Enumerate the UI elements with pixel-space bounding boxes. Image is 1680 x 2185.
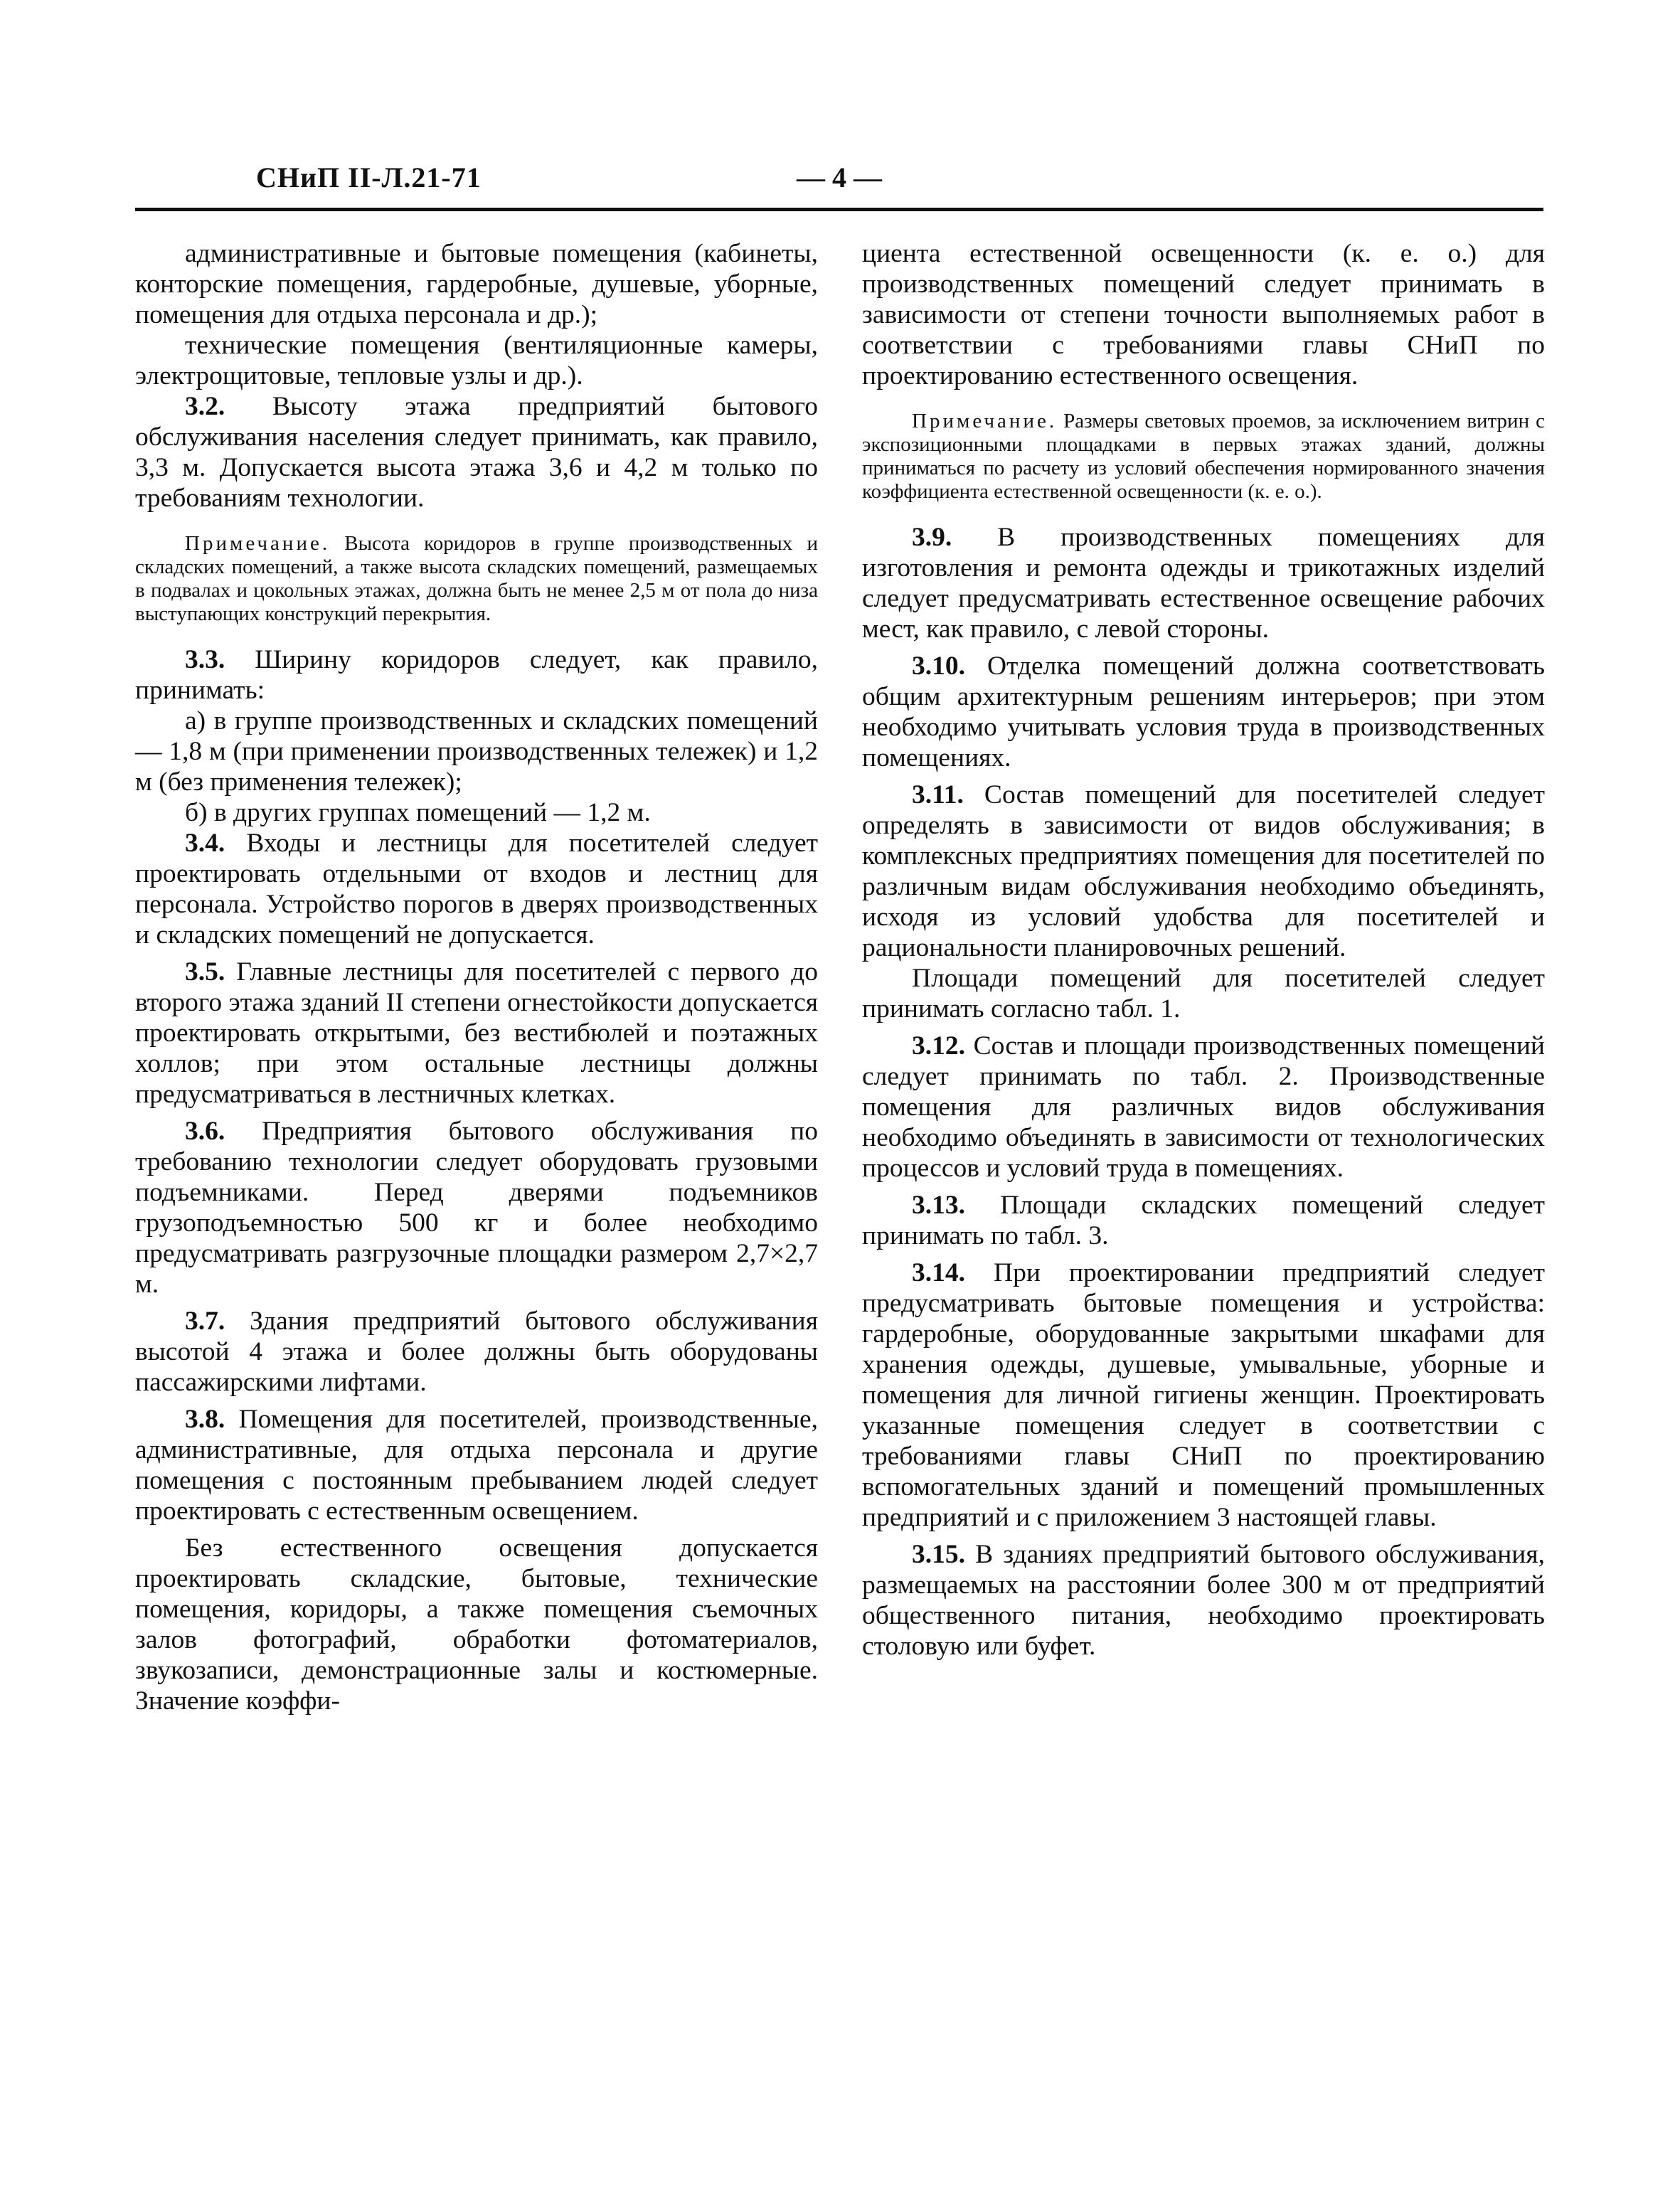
section-3-4: [135, 828, 818, 950]
section-3-6: [135, 1116, 818, 1299]
section-text: Состав и площади производственных помещений следует принимать по табл. 2. Производственные помещения для различных видов обслуживания необходимо объединять в зависимости от технологических процессов и условий труда в помещениях.: [862, 1031, 1545, 1183]
paragraph-admin-rooms: административные и бытовые помещения (кабинеты, конторские помещения, гардеробные, душевые, уборные, помещения для отдыха персонала и др.);: [135, 239, 818, 329]
section-3-7: [135, 1306, 818, 1398]
section-number: 3.6.: [185, 1117, 225, 1146]
section-text: Здания предприятий бытового обслуживания высотой 4 этажа и более должны быть оборудованы пассажирскими лифтами.: [135, 1307, 818, 1397]
note-label: Примечание.: [185, 532, 331, 555]
section-number: 3.9.: [912, 523, 952, 552]
section-3-13: [862, 1190, 1545, 1251]
page-number: — 4 —: [797, 161, 882, 193]
section-number: 3.13.: [912, 1191, 965, 1220]
note-window-openings: [862, 410, 1545, 504]
section-text: Высоту этажа предприятий бытового обслуживания населения следует принимать, как правило, 3,3 м. Допускается высота этажа 3,6 и 4,2 м только по требованиям технологии.: [135, 392, 818, 513]
section-number: 3.5.: [185, 957, 225, 987]
section-number: 3.3.: [185, 645, 225, 674]
section-number: 3.8.: [185, 1405, 225, 1434]
section-number: 3.11.: [912, 780, 964, 809]
section-text: Площади складских помещений следует принимать по табл. 3.: [862, 1191, 1545, 1250]
document-code: СНиП II-Л.21-71: [256, 161, 482, 193]
paragraph-visitor-areas: Площади помещений для посетителей следует принимать согласно табл. 1.: [862, 964, 1545, 1024]
header-rule: [135, 208, 1543, 211]
section-text: Входы и лестницы для посетителей следует проектировать отдельными от входов и лестниц для персонала. Устройство порогов в дверях производственных и складских помещений не допускается.: [135, 829, 818, 950]
section-3-12: [862, 1031, 1545, 1184]
section-3-8: [135, 1404, 818, 1526]
section-text: В производственных помещениях для изготовления и ремонта одежды и трикотажных изделий следует предусматривать естественное освещение рабочих мест, как правило, с левой стороны.: [862, 523, 1545, 644]
section-text: При проектировании предприятий следует предусматривать бытовые помещения и устройства: гардеробные, оборудованные закрытыми шкафами для хранения одежды, душевые, умывальные, уборные и помещения для личной гигиены женщин. Проектировать указанные помещения следует в соответствии с требованиями главы СНиП по проектированию вспомогательных зданий и помещений промышленных предприятий и с приложением 3 настоящей главы.: [862, 1258, 1545, 1532]
paragraph-keo-continued: циента естественной освещенности (к. е. о.) для производственных помещений следует принимать в зависимости от степени точности выполняемых работ в соответствии с требованиями главы СНиП по проектированию естественного освещения.: [862, 239, 1545, 390]
section-3-9: [862, 522, 1545, 644]
section-text: Состав помещений для посетителей следует определять в зависимости от видов обслуживания; в комплексных предприятиях помещения для посетителей по различным видам обслуживания необходимо объединять, исходя из условий удобства для посетителей и рациональности планировочных решений.: [862, 780, 1545, 962]
section-3-15: [862, 1539, 1545, 1662]
section-3-10: [862, 651, 1545, 773]
left-column: [135, 238, 818, 1716]
section-3-14: [862, 1258, 1545, 1533]
section-number: 3.4.: [185, 829, 225, 858]
section-text: Отделка помещений должна соответствовать общим архитектурным решениям интерьеров; при этом необходимо учитывать условия труда в производственных помещениях.: [862, 652, 1545, 772]
section-3-3: [135, 644, 818, 706]
note-label: Примечание.: [912, 410, 1058, 432]
section-3-11: [862, 780, 1545, 963]
item-3-3-a: а) в группе производственных и складских помещений — 1,8 м (при применении производственных тележек) и 1,2 м (без применения тележек);: [135, 706, 818, 797]
section-number: 3.10.: [912, 652, 965, 681]
right-column: [862, 238, 1545, 1662]
section-3-5: [135, 957, 818, 1110]
section-3-2: [135, 391, 818, 514]
note-corridor-height: [135, 532, 818, 626]
paragraph-technical-rooms: технические помещения (вентиляционные камеры, электрощитовые, тепловые узлы и др.).: [135, 331, 818, 390]
note-text: Размеры световых проемов, за исключением витрин с экспозиционными площадками в первых этажах зданий, должны приниматься по расчету из условий обеспечения нормированного значения коэффициента естественной освещенности (к. е. о.).: [862, 410, 1545, 503]
section-number: 3.14.: [912, 1258, 965, 1287]
section-number: 3.12.: [912, 1031, 965, 1060]
note-text: Высота коридоров в группе производственных и складских помещений, а также высота складских помещений, размещаемых в подвалах и цокольных этажах, должна быть не менее 2,5 м от пола до низа выступающих конструкций перекрытия.: [135, 532, 818, 625]
section-text: Главные лестницы для посетителей с первого до второго этажа зданий II степени огнестойкости допускается проектировать открытыми, без вестибюлей и поэтажных холлов; при этом остальные лестницы должны предусматриваться в лестничных клетках.: [135, 957, 818, 1109]
section-number: 3.15.: [912, 1540, 965, 1569]
section-text: В зданиях предприятий бытового обслуживания, размещаемых на расстоянии более 300 м от предприятий общественного питания, необходимо проектировать столовую или буфет.: [862, 1540, 1545, 1661]
section-number: 3.7.: [185, 1307, 225, 1336]
section-text: Помещения для посетителей, производственные, административные, для отдыха персонала и другие помещения с постоянным пребыванием людей следует проектировать с естественным освещением.: [135, 1405, 818, 1526]
paragraph-no-daylight: Без естественного освещения допускается проектировать складские, бытовые, технические помещения, коридоры, а также помещения съемочных залов фотографий, обработки фотоматериалов, звукозаписи, демонстрационные залы и костюмерные. Значение коэффи-: [135, 1533, 818, 1716]
item-3-3-b: б) в других группах помещений — 1,2 м.: [185, 798, 651, 827]
section-number: 3.2.: [185, 392, 225, 421]
section-text: Ширину коридоров следует, как правило, принимать:: [135, 645, 818, 705]
running-header: [135, 161, 1543, 211]
section-text: Предприятия бытового обслуживания по требованию технологии следует оборудовать грузовыми подъемниками. Перед дверями подъемников грузоподъемностью 500 кг и более необходимо предусматривать разгрузочные площадки размером 2,7×2,7 м.: [135, 1117, 818, 1299]
